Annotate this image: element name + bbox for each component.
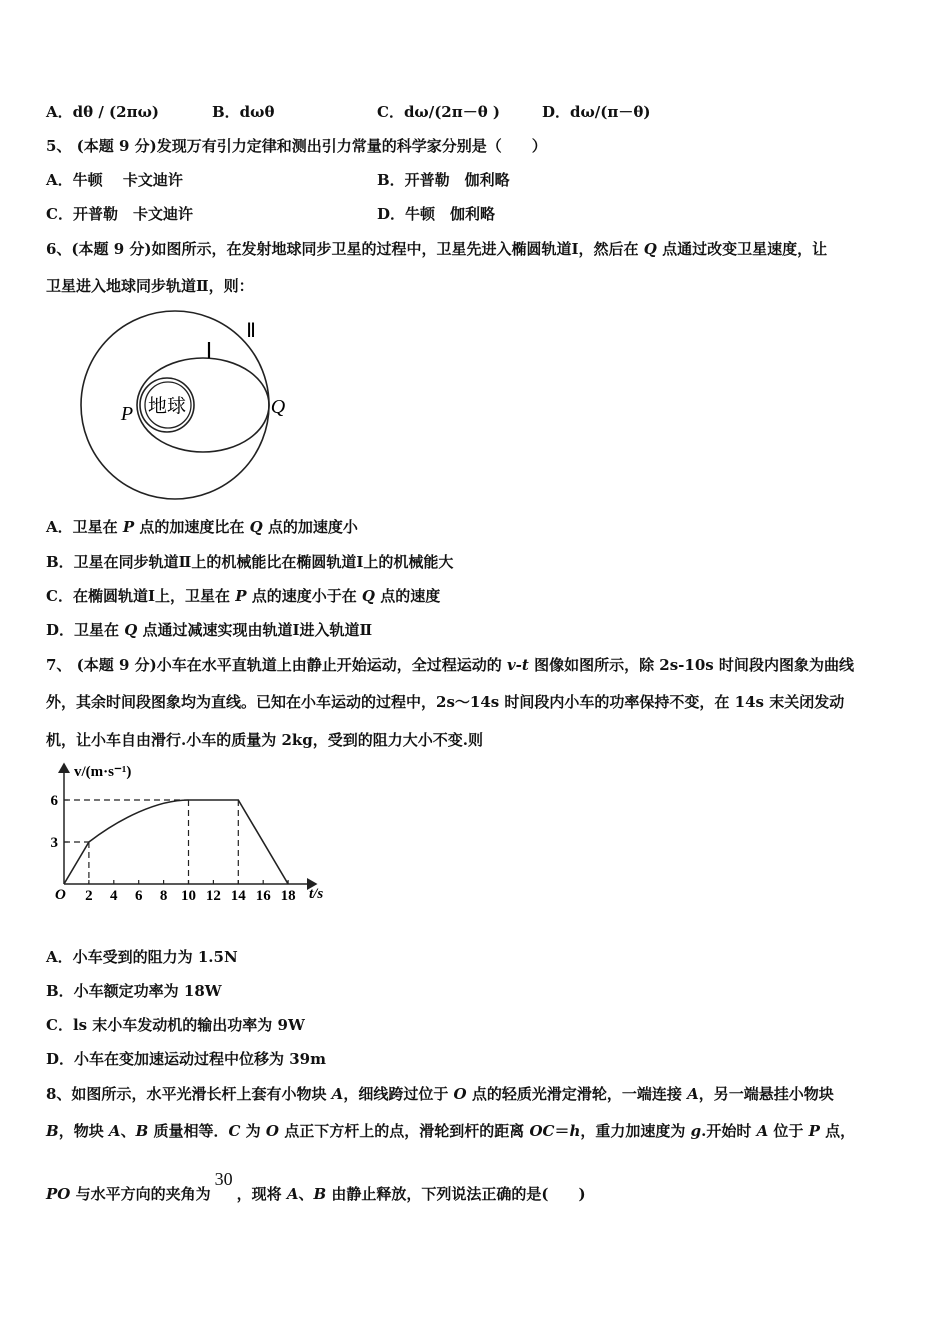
- x-tick-label: 14: [230, 888, 246, 904]
- q6-stem-line1: 6、(本题 9 分)如图所示，在发射地球同步卫星的过程中，卫星先进入椭圆轨道Ⅰ，然后在 Q 点通过改变卫星速度，让: [46, 240, 828, 258]
- point-p-label: P: [120, 403, 134, 425]
- q7-stem-line1: 7、 (本题 9 分)小车在水平直轨道上由静止开始运动，全过程运动的 v-t 图像如图所示，除 2s-10s 时间段内图象为曲线: [46, 656, 854, 674]
- q6-option-b: B．卫星在同步轨道Ⅱ上的机械能比在椭圆轨道Ⅰ上的机械能大: [46, 553, 454, 571]
- x-tick-label: 10: [181, 888, 196, 904]
- q4-option-c: C．dω/(2π－θ ): [377, 103, 501, 121]
- orbit-diagram: [70, 308, 300, 508]
- q7-stem-line3: 机，让小车自由滑行.小车的质量为 2kg，受到的阻力大小不变.则: [46, 731, 483, 749]
- x-axis-label: t/s: [309, 886, 324, 902]
- origin-label: O: [55, 887, 66, 903]
- q7-option-d: D．小车在变加速运动过程中位移为 39m: [46, 1050, 326, 1068]
- q8-stem-line3: PO 与水平方向的夹角为30，现将 A、B 由静止释放，下列说法正确的是( ): [46, 1169, 586, 1203]
- q5-option-c: C．开普勒 卡文迪许: [46, 205, 193, 223]
- q4-option-d: D．dω/(π－θ): [542, 103, 651, 121]
- orbit-1-label: Ⅰ: [205, 338, 213, 363]
- q5-option-a: A．牛顿 卡文迪许: [46, 171, 183, 189]
- angle-30-value: 30: [214, 1169, 233, 1189]
- q8-stem-line2: B，物块 A、B 质量相等．C 为 O 点正下方杆上的点，滑轮到杆的距离 OC＝h，重力加速度为 g.开始时 A 位于 P 点，: [46, 1122, 856, 1140]
- q7-stem-line2: 外，其余时间段图象均为直线。已知在小车运动的过程中，2s～14s 时间段内小车的功率保持不变，在 14s 末关闭发动: [46, 693, 845, 711]
- orbit-2-label: Ⅱ: [246, 320, 256, 342]
- point-q-label: Q: [270, 396, 286, 418]
- q5-option-b: B．开普勒 伽利略: [377, 171, 510, 189]
- x-tick-label: 6: [134, 888, 143, 904]
- q4-option-b: B．dωθ: [212, 103, 275, 121]
- q6-option-d: D．卫星在 Q 点通过减速实现由轨道Ⅰ进入轨道Ⅱ: [46, 621, 373, 639]
- x-tick-label: 12: [205, 888, 221, 904]
- x-tick-label: 8: [159, 888, 168, 904]
- q5-stem: 5、 (本题 9 分)发现万有引力定律和测出引力常量的科学家分别是（ ）: [46, 137, 547, 155]
- x-tick-label: 4: [110, 888, 118, 904]
- q5-option-d: D．牛顿 伽利略: [377, 205, 496, 223]
- earth-label: 地球: [147, 395, 187, 417]
- q7-option-b: B．小车额定功率为 18W: [46, 982, 222, 1000]
- y-tick-label: 3: [50, 835, 58, 851]
- q7-option-a: A．小车受到的阻力为 1.5N: [46, 948, 238, 966]
- q6-stem-line2: 卫星进入地球同步轨道Ⅱ，则：: [46, 277, 254, 295]
- q4-option-a: A．dθ / (2πω): [46, 103, 159, 121]
- vt-series-line: [64, 800, 288, 884]
- q6-option-c: C．在椭圆轨道Ⅰ上，卫星在 P 点的速度小于在 Q 点的速度: [46, 587, 441, 605]
- q6-option-a: A．卫星在 P 点的加速度比在 Q 点的加速度小: [46, 518, 358, 536]
- x-tick-label: 18: [280, 888, 296, 904]
- q8-stem-line1: 8、如图所示，水平光滑长杆上套有小物块 A，细线跨过位于 O 点的轻质光滑定滑轮，一端连接 A，另一端悬挂小物块: [46, 1085, 834, 1103]
- q7-option-c: C．ls 末小车发动机的输出功率为 9W: [46, 1016, 305, 1034]
- vt-chart: [44, 758, 344, 908]
- y-tick-label: 6: [50, 793, 58, 809]
- x-tick-label: 16: [255, 888, 271, 904]
- x-tick-label: 2: [85, 888, 93, 904]
- y-axis-label: v/(m·s⁻¹): [74, 764, 132, 780]
